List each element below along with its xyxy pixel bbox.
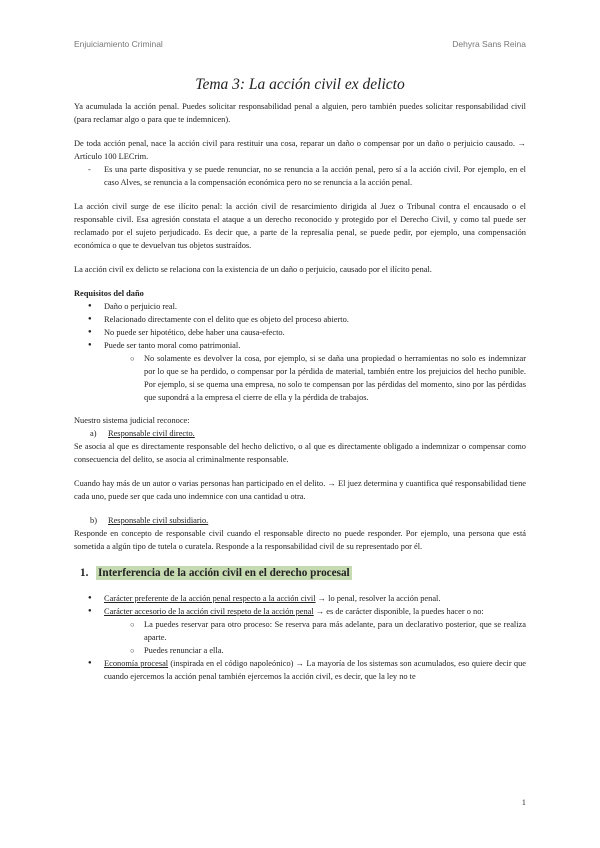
list-item [74, 592, 526, 605]
list-item: ● No puede ser hipotético, debe haber una causa-efecto. [74, 326, 526, 339]
list-item: ● Relacionado directamente con el delito que es objeto del proceso abierto. [74, 313, 526, 326]
requisitos-list [74, 300, 526, 352]
requisitos-sublist [74, 352, 526, 404]
section-title: Interferencia de la acción civil en el derecho procesal [98, 567, 350, 579]
paragraph-intro: Ya acumulada la acción penal. Puedes solicitar responsabilidad penal a alguien, pero también puedes solicitar responsabilidad civil (para reclamar algo o para que te indemnicen). [74, 102, 526, 124]
paragraph-responsable-directo: Se asocia al que es directamente responsable del hecho delictivo, o al que es directamente obligado a indemnizar o compensar como consecuencia del delito, se asocia al criminalmente responsable. [74, 442, 526, 464]
section-number: 1. [80, 567, 89, 579]
item-label: Carácter accesorio de la acción civil respeto de la acción penal [104, 607, 314, 616]
item-label: Economía procesal [104, 659, 169, 668]
list-item: ● Puede ser tanto moral como patrimonial. [74, 339, 526, 352]
list-item: ○ No solamente es devolver la cosa, por ejemplo, si se daña una propiedad o herramientas no solo es indemnizar por lo que se ha perdido, o compensar por la pérdida de material, también entre los prejuicios del hecho punible. Por ejemplo, si se quema una empresa, no solo te compensan por las pérdidas del momento, sino por las pérdidas que supondrá a la empresa el cierre de ella y la pérdida de trabajos. [74, 352, 526, 404]
list-item [74, 657, 526, 683]
paragraph-ex-delicto: La acción civil ex delicto se relaciona con la existencia de un daño o perjuicio, causado por el ilícito penal. [74, 265, 432, 274]
sistema-list-a [74, 427, 526, 440]
section-list-2 [74, 657, 526, 683]
list-item: ○ La puedes reservar para otro proceso: Se reserva para más adelante, para un declarativo posterior, que se realiza aparte. [74, 618, 526, 644]
document-body [74, 100, 526, 683]
item-text: (inspirada en el código napoleónico) → La mayoría de los sistemas son acumulados, eso quiere decir que cuando ejercemos la acción penal también ejercemos la acción civil, es decir, que la ley no te [104, 659, 526, 681]
requisitos-heading: Requisitos del daño [74, 289, 144, 298]
paragraph-varios-autores: Cuando hay más de un autor o varias personas han participado en el delito. → El juez determina y cuantifica qué responsabilidad tiene cada uno, puede ser que cada uno indemnice con una cantidad u otra. [74, 479, 526, 501]
paragraph-responsable-subsidiario: Responde en concepto de responsable civil cuando el responsable directo no puede responder. Por ejemplo, una persona que está sometida a algún tipo de tutela o curatela. Responde a la responsabilidad civil de su representado por él. [74, 529, 526, 551]
section-heading [74, 567, 526, 580]
item-text: → lo penal, resolver la acción penal. [315, 594, 441, 603]
list-item: ● Daño o perjuicio real. [74, 300, 526, 313]
sistema-list-b [74, 514, 526, 527]
list-marker: a) [90, 429, 97, 438]
paragraph-ilicito: La acción civil surge de ese ilícito penal: la acción civil de resarcimiento dirigida al Juez o Tribunal contra el encausado o el responsable civil. Esa agresión constata el ataque a un derecho reconocido y protegido por el Derecho Civil, y como tal puede ser reclamado por el sujeto perjudicado. Es decir que, a parte de la represalia penal, se puede pedir, por ejemplo, una compensación económica o que te devuelvan tus objetos sustraídos. [74, 202, 526, 250]
list-item [74, 605, 526, 618]
list-item [74, 427, 526, 440]
section-list [74, 592, 526, 618]
responsable-directo-label: Responsable civil directo. [108, 429, 195, 438]
page-title: Tema 3: La acción civil ex delicto [195, 76, 405, 93]
list-marker: b) [90, 516, 97, 525]
section-sublist [74, 618, 526, 657]
item-text: → es de carácter disponible, la puedes hacer o no: [313, 607, 484, 616]
responsable-subsidiario-label: Responsable civil subsidiario. [108, 516, 209, 525]
header-author: Dehyra Sans Reina [452, 39, 526, 49]
list-item: - Es una parte dispositiva y se puede renunciar, no se renuncia a la acción penal, pero sí a la acción civil. Por ejemplo, en el caso Alves, se renuncia a la compensación económica pero no se renuncia a la acción penal. [74, 163, 526, 189]
page-number: 1 [521, 797, 526, 807]
list-item [74, 514, 526, 527]
paragraph-accion-civil: De toda acción penal, nace la acción civil para restituir una cosa, reparar un daño o compensar por un daño o perjuicio causado. → Artículo 100 LECrim. [74, 139, 526, 161]
item-label: Carácter preferente de la acción penal respecto a la acción civil [104, 594, 316, 603]
dash-list [74, 163, 526, 189]
list-item: ○ Puedes renunciar a ella. [74, 644, 526, 657]
header-course: Enjuiciamiento Criminal [74, 39, 163, 49]
sistema-intro: Nuestro sistema judicial reconoce: [74, 416, 190, 425]
